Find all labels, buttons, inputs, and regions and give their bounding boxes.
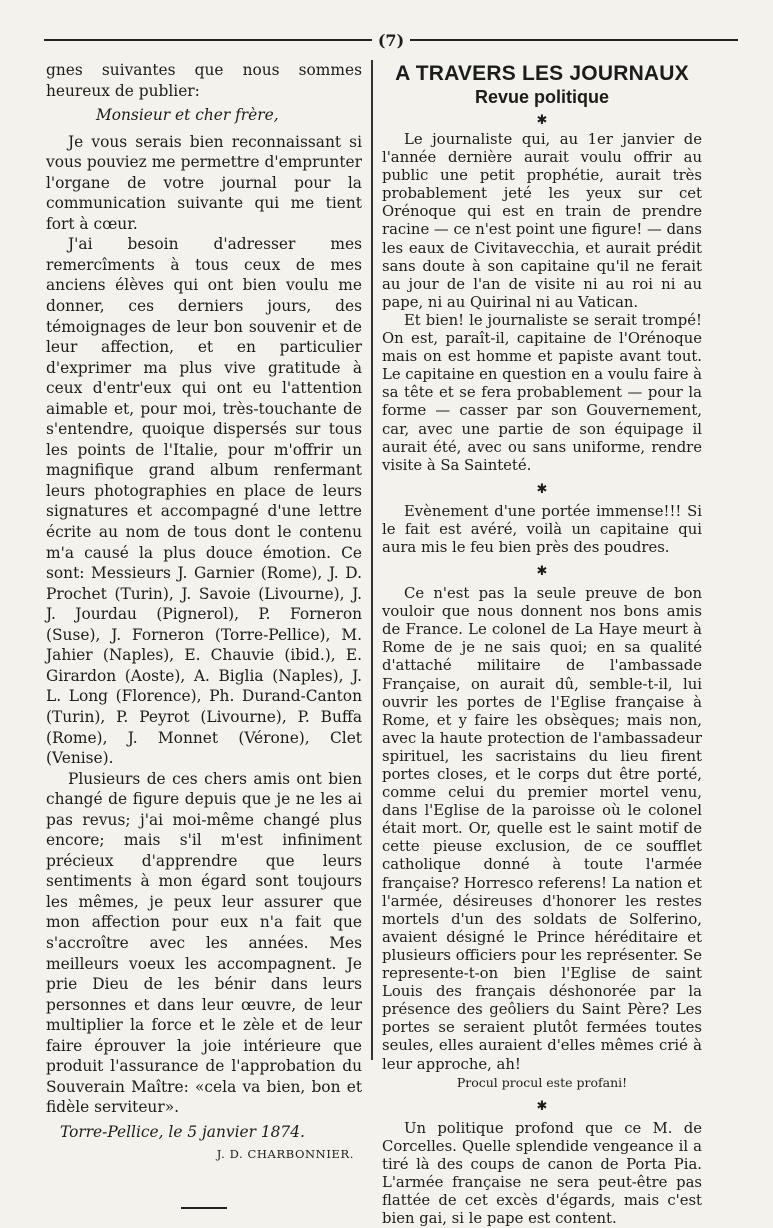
page-folio [44,30,738,50]
column-divider [371,60,373,1060]
section-heading: A TRAVERS LES JOURNAUX [395,62,689,85]
left-column [46,60,362,1209]
letter-paragraph: Je vous serais bien reconnaissant si vous pouviez me permettre d'emprunter l'organe de votre journal pour la communication suivante qui me tient fort à cœur. [46,132,362,233]
folio-rule-left [44,39,372,41]
folio-rule-right [410,39,738,41]
letter-paragraph: J'ai besoin d'adresser mes remercîments à tous ceux de mes anciens élèves qui ont bien voulu me donner, ces derniers jours, des témoignages de leur bon souvenir et de leur affection, et en particulier d'exprimer ma plus vive gratitude à ceux d'entr'eux qui ont eu l'attention aimable et, pour moi, très-touchante de s'entendre, quoique dispersés sur tous les points de l'Italie, pour m'offrir un magnifique grand album renfermant leurs photographies en place de leurs signatures et accompagné d'une lettre écrite au nom de tous dont le contenu m'a causé la plus douce émotion. Ce sont: Messieurs J. Garnier (Rome), J. D. Prochet (Turin), J. Savoie (Livourne), J. J. Jourdau (Pignerol), P. Forneron (Suse), J. Forneron (Torre-Pellice), M. Jahier (Naples), E. Chauvie (ibid.), E. Girardon (Aoste), A. Biglia (Naples), J. L. Long (Florence), Ph. Durand-Canton (Turin), P. Peyrot (Livourne), P. Buffa (Rome), J. Monnet (Vérone), Clet (Venise). [46,235,362,768]
letter-paragraph: Plusieurs de ces chers amis ont bien changé de figure depuis que je ne les ai pas revus; j'ai moi-même changé plus encore; mais s'il m'est infiniment précieux d'apprendre que leurs sentiments à mon égard sont toujours les mêmes, je peux leur assurer que mon affection pour eux n'a fait que s'accroître avec les années. Mes meilleurs voeux les accompagnent. Je prie Dieu de les bénir dans leurs personnes et dans leur œuvre, de leur multiplier la force et le zèle et de leur faire éprouver la joie intérieure que produit l'assurance de l'approbation du Souverain Maître: «cela va bien, bon et fidèle serviteur». [46,769,362,1117]
letter-intro: gnes suivantes que nous sommes heureux de publier: [46,61,362,100]
letter-dateline: Torre-Pellice, le 5 janvier 1874. [60,1122,305,1141]
section-subheading: Revue politique [474,87,609,107]
asterisk-separator: ✱ [536,564,548,580]
page-number: (7) [377,30,405,50]
right-column [382,60,702,1228]
latin-quote: Procul procul este profani! [456,1074,628,1090]
article-paragraph: Le journaliste qui, au 1er janvier de l'année dernière aurait voulu offrir au public une petit prophétie, aurait très probablement jeté les yeux sur cet Orénoque qui est en train de prendre racine — ce n'est point une figure! — dans les eaux de Civitavecchia, et aurait prédit sans doute à son capitaine qu'il ne ferait au jour de l'an de visite ni au roi ni au pape, ni au Quirinal ni au Vatican. [382,131,702,311]
article-paragraph: Ce n'est pas la seule preuve de bon vouloir que nous donnent nos bons amis de France. Le colonel de La Haye meurt à Rome de je ne sais quoi; en sa qualité d'attaché militaire de l'ambassade Française, on aurait dû, semble-t-il, lui ouvrir les portes de l'Eglise française à Rome, et y faire les obsèques; mais non, avec la haute protection de l'ambassadeur spirituel, les sacristains du lieu firent portes closes, et le corps dut être porté, comme celui du premier mortel venu, dans l'Eglise de la paroisse où le colonel était mort. Or, quelle est le saint motif de cette pieuse exclusion, de ce soufflet catholique donné à toute l'armée française? Horresco referens! La nation et l'armée, désireuses d'honorer les restes mortels d'un des soldats de Solferino, avaient désigné le Prince héréditaire et plusieurs officiers pour les représenter. Se represente-t-on bien l'Eglise de saint Louis des français déshonorée par la présence des geôliers du Saint Père? Les portes se seraient plutôt fermées toutes seules, elles auraient d'elles mêmes crié à leur approche, ah! [382,585,702,1073]
letter-signature: J. D. CHARBONNIER. [216,1147,354,1162]
article-paragraph: Evènement d'une portée immense!!! Si le fait est avéré, voilà un capitaine qui aura mis le feu bien près des poudres. [382,502,702,556]
asterisk-separator: ✱ [536,481,548,497]
letter-salutation: Monsieur et cher frère, [96,106,279,125]
article-paragraph: Et bien! le journaliste se serait trompé! On est, paraît-il, capitaine de l'Orénoque mais on est homme et papiste avant tout. Le capitaine en question en a voulu faire à sa tête et se fera probablement — pour la forme — casser par son Gouvernement, car, avec une partie de son équipage il aurait été, avec ou sans uniforme, rendre visite à Sa Sainteté. [382,311,702,474]
closing-rule [181,1207,227,1209]
asterisk-separator: ✱ [536,1098,548,1114]
article-paragraph: Un politique profond que ce M. de Corcelles. Quelle splendide vengeance il a tiré là des coups de canon de Porta Pia. L'armée française ne sera peut-être pas flattée de cet excès d'égards, mais c'est bien gai, si le pape est content. [382,1119,702,1228]
asterisk-separator: ✱ [536,113,548,128]
